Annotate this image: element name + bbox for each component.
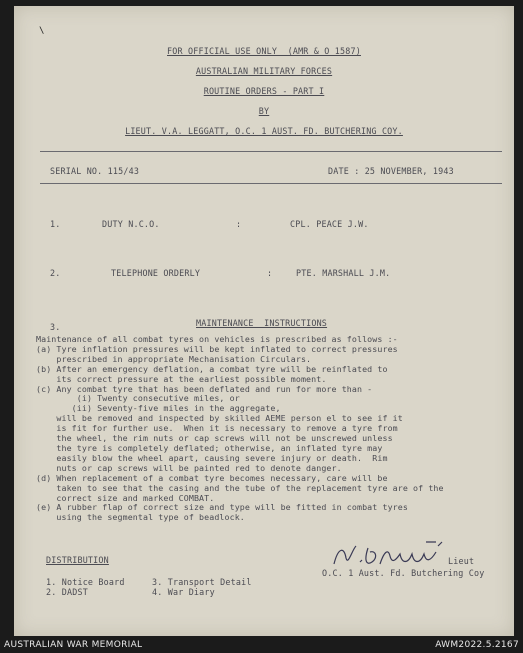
distribution-item: 4. War Diary [152, 587, 215, 597]
serial-number: SERIAL NO. 115/43 [50, 166, 140, 176]
item-number: 2. [50, 268, 61, 278]
classification-line: FOR OFFICIAL USE ONLY (AMR & O 1587) [167, 46, 361, 56]
top-divider [40, 151, 502, 152]
organization-title: AUSTRALIAN MILITARY FORCES [195, 66, 333, 76]
footer-archive-name: AUSTRALIAN WAR MEMORIAL [4, 640, 143, 650]
maintenance-body: Maintenance of all combat tyres on vehicles is prescribed as follows :- (a) Tyre inflation pressures will be kept inflated to correct pressures prescribed in appropriate Mechanisation Circulars. (b) After an emergency deflation, a combat tyre will be reinflated to its correct pressure at the earliest possible moment. (c) Any combat tyre that has been deflated and run for more than - (i) Twenty consecutive miles, or (ii) Seventy-five miles in the aggregate, will be removed and inspected by skilled AEME person el to see if it is fit for further use. When it is necessary to remove a tyre from the wheel, the rim nuts or cap screws will not be unscrewed unless the tyre is completely deflated; otherwise, an inflated tyre may easily blow the wheel apart, causing severe injury or death. Rim nuts or cap screws will be painted red to denote danger. (d) When replacement of a combat tyre becomes necessary, care will be taken to see that the casing and the tube of the replacement tyre are of the correct size and marked COMBAT. (e) A rubber flap of correct size and type will be fitted in combat tyres using the segmental type of beadlock. [36, 334, 444, 523]
order-date: DATE : 25 NOVEMBER, 1943 [328, 166, 454, 176]
duty-nco-label: DUTY N.C.O. [102, 219, 160, 229]
orders-title: ROUTINE ORDERS - PART I [203, 86, 325, 96]
footer-catalogue-id: AWM2022.5.2167 [435, 640, 519, 650]
pencil-mark: \ [39, 26, 45, 36]
duty-nco-value: CPL. PEACE J.W. [290, 219, 369, 229]
bottom-divider [40, 183, 502, 184]
distribution-item: 3. Transport Detail [152, 577, 252, 587]
item-number: 1. [50, 219, 61, 229]
item-number: 3. [50, 322, 61, 332]
distribution-item: 1. Notice Board [46, 577, 125, 587]
signatory-rank: Lieut [448, 556, 475, 566]
telephone-orderly-value: PTE. MARSHALL J.M. [296, 268, 391, 278]
signatory-unit: O.C. 1 Aust. Fd. Butchering Coy [322, 568, 485, 578]
item-separator: : [236, 219, 242, 229]
distribution-heading: DISTRIBUTION [46, 555, 109, 565]
distribution-item: 2. DADST [46, 587, 88, 597]
issuer-line: LIEUT. V.A. LEGGATT, O.C. 1 AUST. FD. BUTCHERING COY. [125, 126, 403, 136]
by-line: BY [258, 106, 270, 116]
maintenance-heading: MAINTENANCE INSTRUCTIONS [196, 318, 328, 328]
item-separator: : [267, 268, 273, 278]
telephone-orderly-label: TELEPHONE ORDERLY [111, 268, 201, 278]
